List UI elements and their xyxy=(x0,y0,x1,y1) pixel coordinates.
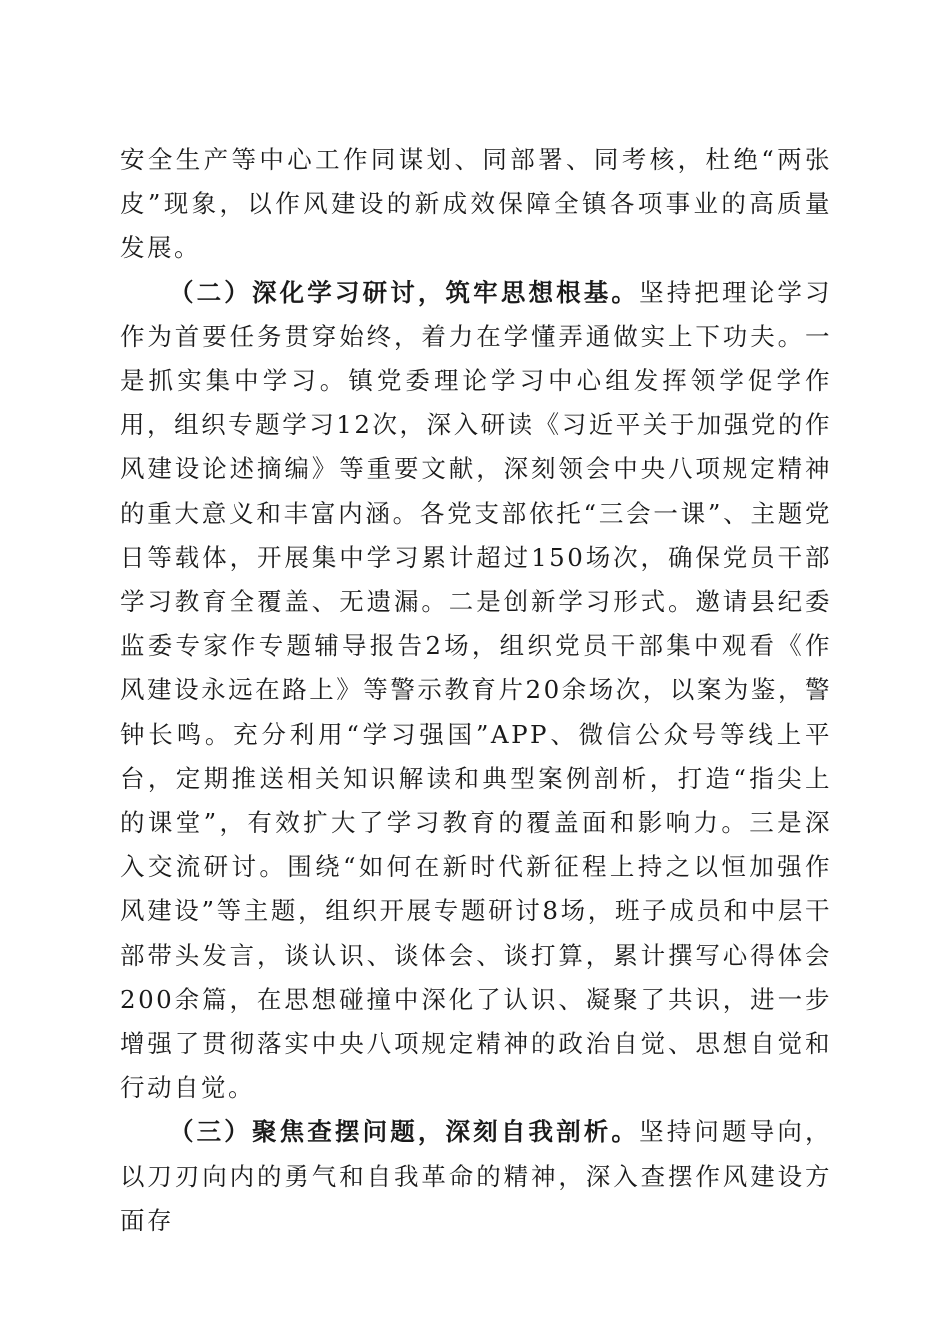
section-heading: （二）深化学习研讨，筑牢思想根基。 xyxy=(169,277,640,307)
paragraph-text: 安全生产等中心工作同谋划、同部署、同考核，杜绝“两张皮”现象，以作风建设的新成效保障全镇各项事业的高质量发展。 xyxy=(120,145,832,263)
paragraph-section-2 xyxy=(120,271,832,1111)
document-page xyxy=(120,138,832,1243)
paragraph-section-3 xyxy=(120,1110,832,1243)
section-heading: （三）聚焦查摆问题，深刻自我剖析。 xyxy=(169,1117,640,1147)
paragraph-continuation xyxy=(120,138,832,271)
paragraph-text: 坚持问题导向，以刀刃向内的勇气和自我革命的精神，深入查摆作风建设方面存 xyxy=(120,1117,833,1235)
paragraph-text: 坚持把理论学习作为首要任务贯穿始终，着力在学懂弄通做实上下功夫。一是抓实集中学习。镇党委理论学习中心组发挥领学促学作用，组织专题学习12次，深入研读《习近平关于加强党的作风建设论述摘编》等重要文献，深刻领会中央八项规定精神的重大意义和丰富内涵。各党支部依托“三会一课”、主题党日等载体，开展集中学习累计超过150场次，确保党员干部学习教育全覆盖、无遗漏。二是创新学习形式。邀请县纪委监委专家作专题辅导报告2场，组织党员干部集中观看《作风建设永远在路上》等警示教育片20余场次，以案为鉴，警钟长鸣。充分利用“学习强国”APP、微信公众号等线上平台，定期推送相关知识解读和典型案例剖析，打造“指尖上的课堂”，有效扩大了学习教育的覆盖面和影响力。三是深入交流研讨。围绕“如何在新时代新征程上持之以恒加强作风建设”等主题，组织开展专题研讨8场，班子成员和中层干部带头发言，谈认识、谈体会、谈打算，累计撰写心得体会200余篇，在思想碰撞中深化了认识、凝聚了共识，进一步增强了贯彻落实中央八项规定精神的政治自觉、思想自觉和行动自觉。 xyxy=(120,277,833,1103)
